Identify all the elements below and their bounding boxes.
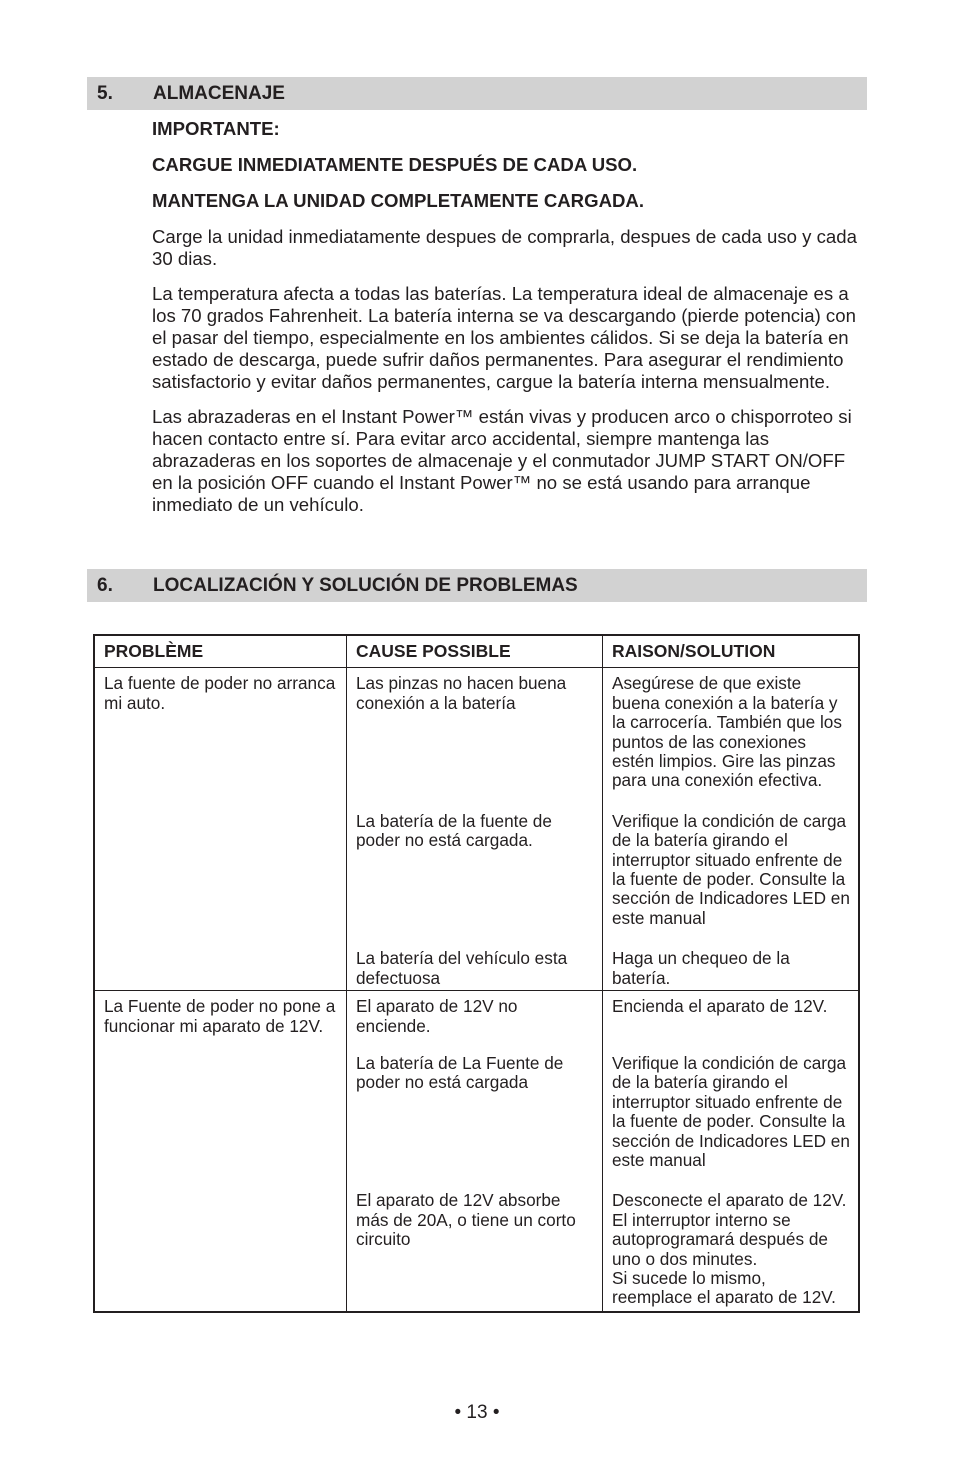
paragraph-temperature: La temperatura afecta a todas las baterías. La temperatura ideal de almacenaje es a los 70 grados Fahrenheit. La batería interna se va descargando (pierde potencia) con el pasar del tiempo, especialmente en los ambientes cálidos. Si se deja la batería en estado de descarga, puede sufrir daños permanentes. Para asegurar el rendimiento satisfactorio y evitar daños permanentes, cargue la batería interna mensualmente.: [152, 283, 856, 392]
cause-cell: El aparato de 12V absorbe más de 20A, o tiene un corto circuito: [347, 1187, 603, 1311]
cause-cell: La batería del vehículo esta defectuosa: [347, 945, 603, 990]
solution-cell: Desconecte el aparato de 12V. El interruptor interno se autoprogramará después de uno o dos minutes. Si sucede lo mismo, reemplace el aparato de 12V.: [603, 1187, 860, 1311]
problem-cell: La Fuente de poder no pone a funcionar mi aparato de 12V.: [94, 991, 347, 1312]
section-5-header: [87, 77, 867, 110]
cause-cell: La batería de La Fuente de poder no está cargada: [347, 1050, 603, 1187]
section-6-header: [87, 569, 867, 602]
troubleshooting-table: [93, 634, 860, 1313]
cause-cell: El aparato de 12V no enciende.: [347, 991, 603, 1050]
paragraph-charge-schedule: Carge la unidad inmediatamente despues de comprarla, despues de cada uso y cada 30 dias.: [152, 226, 857, 269]
charge-after-use-warning: CARGUE INMEDIATAMENTE DESPUÉS DE CADA USO.: [152, 154, 638, 175]
section-5-title: ALMACENAJE: [153, 83, 285, 104]
cause-cell: Las pinzas no hacen buena conexión a la batería: [347, 668, 603, 808]
header-problem: PROBLÈME: [94, 635, 347, 668]
paragraph-clamps: Las abrazaderas en el Instant Power™ están vivas y producen arco o chisporroteo si hacen contacto entre sí. Para evitar arco accidental, siempre mantenga las abrazaderas en los soportes de almacenaje y el conmutador JUMP START ON/OFF en la posición OFF cuando el Instant Power™ no se está usando para arranque inmediato de un vehículo.: [152, 406, 852, 515]
header-cause: CAUSE POSSIBLE: [347, 635, 603, 668]
section-6-number: 6.: [97, 575, 113, 596]
page-number: • 13 •: [454, 1402, 500, 1423]
problem-cell: La fuente de poder no arranca mi auto.: [94, 668, 347, 991]
solution-cell: Haga un chequeo de la batería.: [603, 945, 860, 990]
solution-cell: Encienda el aparato de 12V.: [603, 991, 860, 1050]
table-row: [94, 668, 859, 808]
solution-cell: Verifique la condición de carga de la batería girando el interruptor situado enfrente de la fuente de poder. Consulte la sección de Indicadores LED en este manual: [603, 808, 860, 945]
solution-cell: Asegúrese de que existe buena conexión a la batería y la carrocería. También que los puntos de las conexiones estén limpios. Gire las pinzas para una conexión efectiva.: [603, 668, 860, 808]
table-row: [94, 991, 859, 1050]
important-label: IMPORTANTE:: [152, 118, 280, 139]
solution-cell: Verifique la condición de carga de la batería girando el interruptor situado enfrente de la fuente de poder. Consulte la sección de Indicadores LED en este manual: [603, 1050, 860, 1187]
keep-charged-warning: MANTENGA LA UNIDAD COMPLETAMENTE CARGADA.: [152, 190, 645, 211]
table-header-row: [94, 635, 859, 668]
cause-cell: La batería de la fuente de poder no está cargada.: [347, 808, 603, 945]
header-solution: RAISON/SOLUTION: [603, 635, 860, 668]
section-5-number: 5.: [97, 83, 113, 104]
section-5-body: [152, 118, 870, 529]
section-6-title: LOCALIZACIÓN Y SOLUCIÓN DE PROBLEMAS: [153, 575, 578, 596]
